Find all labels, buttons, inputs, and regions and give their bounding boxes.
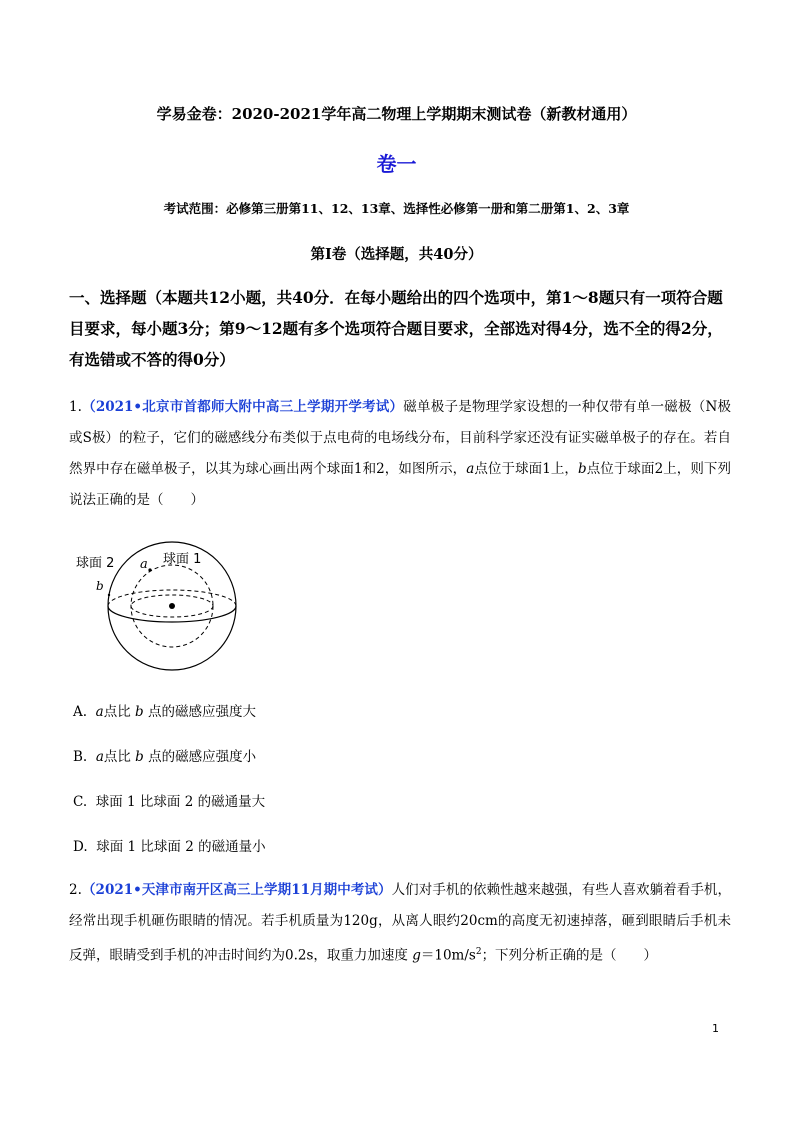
question-number: 1. xyxy=(69,399,82,415)
page-number: 1 xyxy=(712,1022,719,1035)
label-sphere-1: 球面 1 xyxy=(163,552,202,567)
part-heading: 第Ⅰ卷（选择题，共40分） xyxy=(310,246,483,263)
question-2: 2.（2021•天津市南开区高三上学期11月期中考试）人们对手机的依赖性越来越强，有些人喜欢躺着看手机，经常出现手机砸伤眼睛的情况。若手机质量为120g，从离人眼约20cm的高度无初速掉落，砸到眼睛后手机未反弹，眼睛受到手机的冲击时间约为0.2s，取重力加速度 $g=10m/s^2$；下列分析正确的是（ ） xyxy=(69,882,732,964)
label-sphere-2: 球面 2 xyxy=(76,556,115,571)
sphere-figure xyxy=(68,540,248,672)
option-b: B. a点比 b 点的磁感应强度小 xyxy=(73,749,257,765)
question-source: （2021•天津市南开区高三上学期11月期中考试） xyxy=(81,882,392,898)
question-number: 2. xyxy=(69,882,82,898)
document-title: 学易金卷：2020-2021学年高二物理上学期期末测试卷（新教材通用） xyxy=(156,105,637,123)
label-b: b xyxy=(96,579,104,593)
option-a: A. a点比 b 点的磁感应强度大 xyxy=(73,704,256,720)
var-a: a xyxy=(466,461,475,477)
section-heading: 一、选择题（本题共12小题，共40分．在每小题给出的四个选项中，第1～8题只有一项符合题目要求，每小题3分；第9～12题有多个选项符合题目要求，全部选对得4分，选不全的得2分，有选错或不答的得0分） xyxy=(69,288,723,369)
label-a: a xyxy=(140,557,148,572)
option-d: D. 球面 1 比球面 2 的磁通量小 xyxy=(73,839,266,855)
volume-heading: 卷一 xyxy=(376,152,417,176)
question-source: （2021•北京市首都师大附中高三上学期开学考试） xyxy=(81,399,404,415)
var-b: b xyxy=(578,461,587,477)
exam-scope: 考试范围：必修第三册第11、12、13章、选择性必修第一册和第二册第1、2、3章 xyxy=(163,201,630,216)
question-text: 磁单极子是物理学家设想的一种仅带有单一磁极（N极或S极）的粒子，它们的磁感线分布类似于点电荷的电场线分布，目前科学家还没有证实磁单极子的存在。若自然界中存在磁单极子，以其为球心画出两个球面1和2，如图所示， xyxy=(69,399,732,477)
question-text: 人们对手机的依赖性越来越强，有些人喜欢躺着看手机，经常出现手机砸伤眼睛的情况。若手机质量为120g，从离人眼约20cm的高度无初速掉落，砸到眼睛后手机未反弹，眼睛受到手机的冲击时间约为0.2s，取重力加速度 xyxy=(69,882,732,964)
option-c: C. 球面 1 比球面 2 的磁通量大 xyxy=(73,794,266,810)
var-g: g xyxy=(412,947,421,964)
question-1: 1.（2021•北京市首都师大附中高三上学期开学考试）磁单极子是物理学家设想的一种仅带有单一磁极（N极或S极）的粒子，它们的磁感线分布类似于点电荷的电场线分布，目前科学家还没有证实磁单极子的存在。若自然界中存在磁单极子，以其为球心画出两个球面1和2，如图所示，a点位于球面1上，b点位于球面2上，则下列说法正确的是（ ） xyxy=(69,399,732,508)
